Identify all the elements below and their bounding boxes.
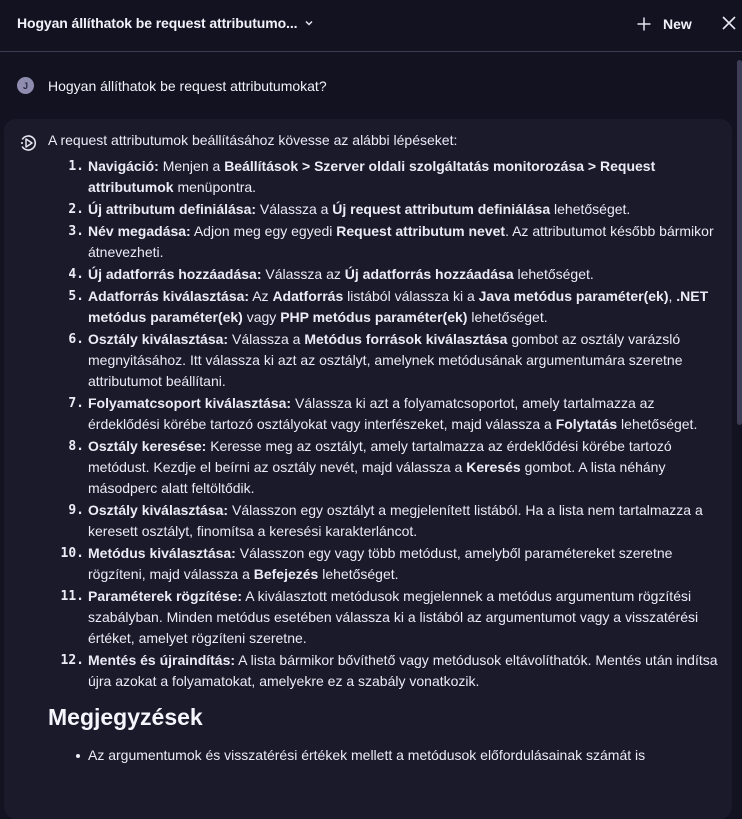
avatar: J [17, 77, 34, 94]
step-emphasis: PHP metódus paraméter(ek) [280, 309, 468, 325]
steps-list [48, 156, 728, 693]
step-title: Osztály keresése: [88, 438, 207, 454]
step-text: Válasszon egy osztályt a megjelenített listából. Ha a lista nem tartalmazza a keresett osztályt, finomítsa a keresési karakterláncot. [88, 502, 703, 539]
step-text: lehetőséget. [513, 266, 594, 282]
step-title: Paraméterek rögzítése: [88, 588, 243, 604]
step-text: Az [249, 288, 273, 304]
step-title: Osztály kiválasztása: [88, 502, 229, 518]
step-text: Válasszon egy vagy több metódust, amelyből paramétereket szeretne rögzíteni, majd válassza a [88, 545, 673, 582]
step-title: Osztály kiválasztása: [88, 331, 229, 347]
step-text: Menjen a [158, 158, 225, 174]
step-text: lehetőséget. [467, 309, 548, 325]
step-number: 9. [68, 503, 84, 518]
step-number: 6. [68, 332, 84, 347]
user-message [17, 77, 327, 94]
plus-icon [636, 16, 652, 32]
step-item [48, 286, 728, 328]
step-text: vagy [242, 309, 281, 325]
step-emphasis: Új request attributum definiálása [332, 201, 551, 217]
user-message-text: Hogyan állíthatok be request attributumokat? [48, 77, 327, 94]
new-chat-button[interactable] [636, 12, 692, 36]
assistant-message [4, 119, 732, 819]
step-number: 10. [60, 546, 84, 561]
step-text: Válassza ki azt a folyamatcsoportot, amely tartalmazza az érdeklődési körébe tartozó osztályokat vagy interfészeket, majd válassza a [88, 395, 655, 432]
step-emphasis: Metódus források kiválasztása [304, 331, 508, 347]
step-emphasis: Keresés [466, 459, 521, 475]
step-item [48, 329, 728, 392]
answer-intro: A request attributumok beállításához kövesse az alábbi lépéseket: [48, 132, 458, 148]
new-chat-label: New [663, 16, 692, 32]
step-text: gombot az osztály varázsló megnyitásához. Itt válassza ki azt az osztályt, amelynek metódusának argumentumára szeretne attributumot beállítani. [88, 331, 683, 389]
step-emphasis: Folytatás [555, 416, 618, 432]
step-item [48, 586, 728, 649]
step-emphasis: .NET metódus paraméter(ek) [88, 288, 709, 325]
conversation-title[interactable]: Hogyan állíthatok be request attributumo... [17, 15, 298, 31]
step-title: Navigáció: [88, 158, 159, 174]
step-number: 7. [68, 396, 84, 411]
step-emphasis: Request attributum nevet [336, 223, 506, 239]
step-item [48, 199, 728, 220]
step-title: Folyamatcsoport kiválasztása: [88, 395, 292, 411]
step-item [48, 393, 728, 435]
step-item [48, 650, 728, 692]
step-title: Metódus kiválasztása: [88, 545, 236, 561]
step-item [48, 436, 728, 499]
step-item [48, 221, 728, 263]
step-title: Új adatforrás hozzáadása: [88, 266, 262, 282]
step-text: Adjon meg egy egyedi [190, 223, 337, 239]
step-emphasis: Befejezés [253, 566, 319, 582]
step-title: Név megadása: [88, 223, 191, 239]
step-number: 12. [60, 653, 84, 668]
step-number: 3. [68, 224, 84, 239]
step-number: 4. [68, 267, 84, 282]
step-number: 8. [68, 439, 84, 454]
step-number: 1. [68, 159, 84, 174]
step-emphasis: Java metódus paraméter(ek) [478, 288, 669, 304]
step-text: A lista bármikor bővíthető vagy metódusok eltávolíthatók. Mentés után indítsa újra azokat a folyamatokat, amelyekre ez a szabály vonatkozik. [88, 652, 718, 689]
close-icon[interactable] [721, 15, 737, 31]
step-text: menüpontra. [173, 179, 257, 195]
note-item: Az argumentumok és visszatérési értékek mellett a metódusok előfordulásainak számát is [48, 745, 708, 766]
step-title: Új attributum definiálása: [88, 201, 257, 217]
step-text: Válassza az [261, 266, 345, 282]
step-number: 5. [68, 289, 84, 304]
chevron-down-icon[interactable] [302, 16, 316, 30]
scrollbar[interactable] [737, 60, 742, 425]
step-emphasis: Adatforrás [272, 288, 344, 304]
step-number: 11. [60, 589, 84, 604]
step-text: lehetőséget. [617, 416, 698, 432]
step-item [48, 156, 728, 198]
step-text: Keresse meg az osztályt, amely tartalmazza az érdeklődési körébe tartozó metódust. Kezdje el beírni az osztály nevét, majd válassza a [88, 438, 672, 475]
step-text: Válassza a [256, 201, 333, 217]
step-text: lehetőséget. [550, 201, 631, 217]
step-title: Adatforrás kiválasztása: [88, 288, 250, 304]
assistant-play-icon [18, 133, 38, 153]
step-emphasis: Beállítások > Szerver oldali szolgáltatás monitorozása > Request attributumok [88, 158, 656, 195]
step-item [48, 543, 728, 585]
step-text: gombot. A lista néhány másodperc alatt feltöltődik. [88, 459, 666, 496]
step-item [48, 500, 728, 542]
step-title: Mentés és újraindítás: [88, 652, 236, 668]
step-item [48, 264, 728, 285]
step-number: 2. [68, 202, 84, 217]
notes-list [48, 745, 708, 766]
notes-heading: Megjegyzések [48, 704, 203, 730]
step-text: listából válassza ki a [343, 288, 479, 304]
step-text: lehetőséget. [318, 566, 399, 582]
step-text: A kiválasztott metódusok megjelennek a metódus argumentum rögzítési szabályban. Minden metódus esetében válassza ki a listából az argumentumot vagy a visszatérési értéket, amelyet rögzíteni szeretne. [88, 588, 699, 646]
step-text: , [668, 288, 677, 304]
step-text: Válassza a [228, 331, 305, 347]
step-text: . Az attributumot később bármikor átnevezheti. [88, 223, 714, 260]
step-emphasis: Új adatforrás hozzáadása [344, 266, 514, 282]
chat-header [0, 0, 742, 52]
